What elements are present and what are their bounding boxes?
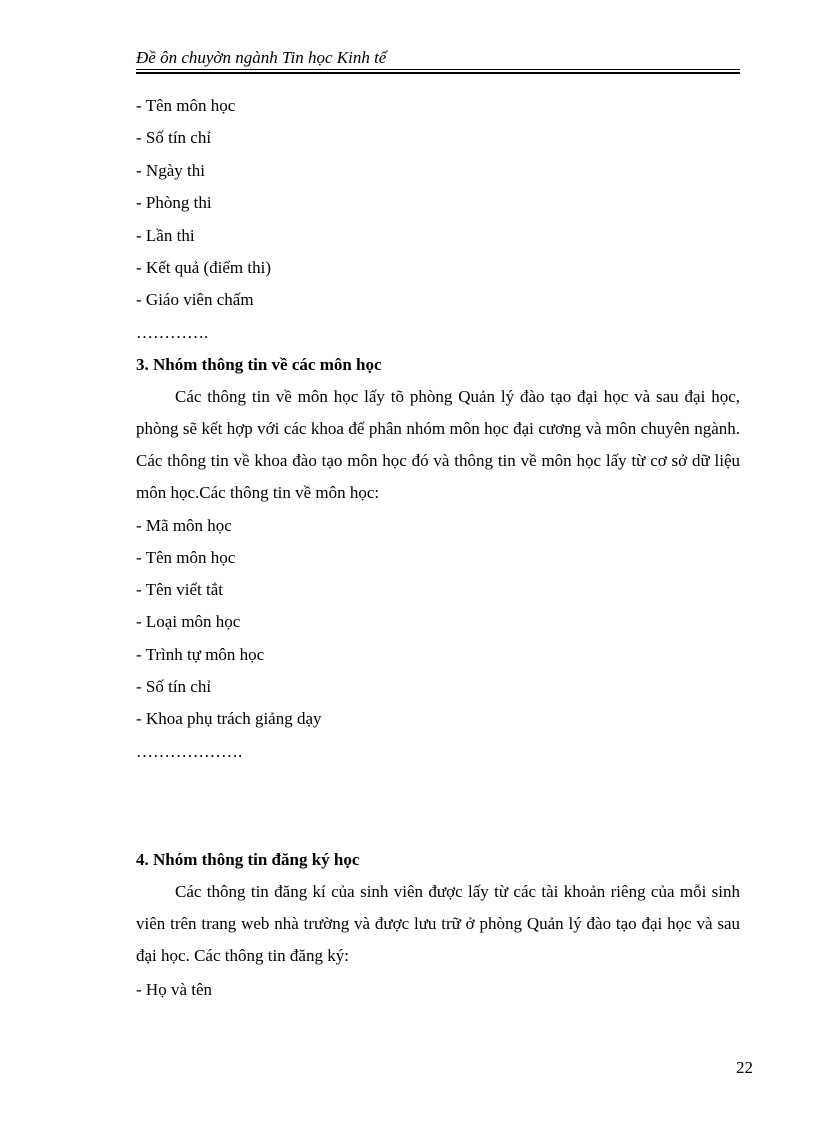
list-item: - Họ và tên [136,980,213,999]
list-ellipsis: ………………. [136,742,243,761]
paragraph-text: Các thông tin đăng kí của sinh viên được lấy từ các tài khoản riêng của mỗi sinh viên trên trang web nhà trường và được lưu trữ ở phòng Quản lý đào tạo đại học và sau đại học. Các thông tin đăng ký: [136,882,740,965]
list-item: - Số tín chỉ [136,128,212,147]
section-paragraph [136,381,740,509]
list-item: - Tên môn học [136,96,236,115]
list-item: - Phòng thi [136,193,212,212]
list-item: - Loại môn học [136,612,241,631]
paragraph-text: Các thông tin về môn học lấy tõ phòng Quản lý đào tạo đại học và sau đại học, phòng sẽ kết hợp với các khoa để phân nhóm môn học đại cương và môn chuyên ngành. Các thông tin về khoa đào tạo môn học đó và thông tin về môn học lấy từ cơ sở dữ liệu môn học.Các thông tin về môn học: [136,387,740,502]
list-item: - Kết quả (điểm thi) [136,258,272,277]
list-item: - Số tín chỉ [136,677,212,696]
header-rule-thin [136,69,740,70]
section-paragraph [136,876,740,972]
list-item: - Tên môn học [136,548,236,567]
header-rule-thick [136,72,740,74]
section-heading: 4. Nhóm thông tin đăng ký học [136,850,360,869]
page-number: 22 [736,1058,753,1077]
running-header: Đề ôn chuyờn ngành Tin học Kinh tế [136,48,387,67]
list-item: - Giáo viên chấm [136,290,254,309]
list-item: - Mã môn học [136,516,232,535]
list-item: - Trình tự môn học [136,645,265,664]
section-heading: 3. Nhóm thông tin về các môn học [136,355,382,374]
list-ellipsis: …………. [136,323,209,342]
list-item: - Khoa phụ trách giảng dạy [136,709,322,728]
list-item: - Lần thi [136,226,195,245]
list-item: - Tên viết tắt [136,580,224,599]
list-item: - Ngày thi [136,161,205,180]
